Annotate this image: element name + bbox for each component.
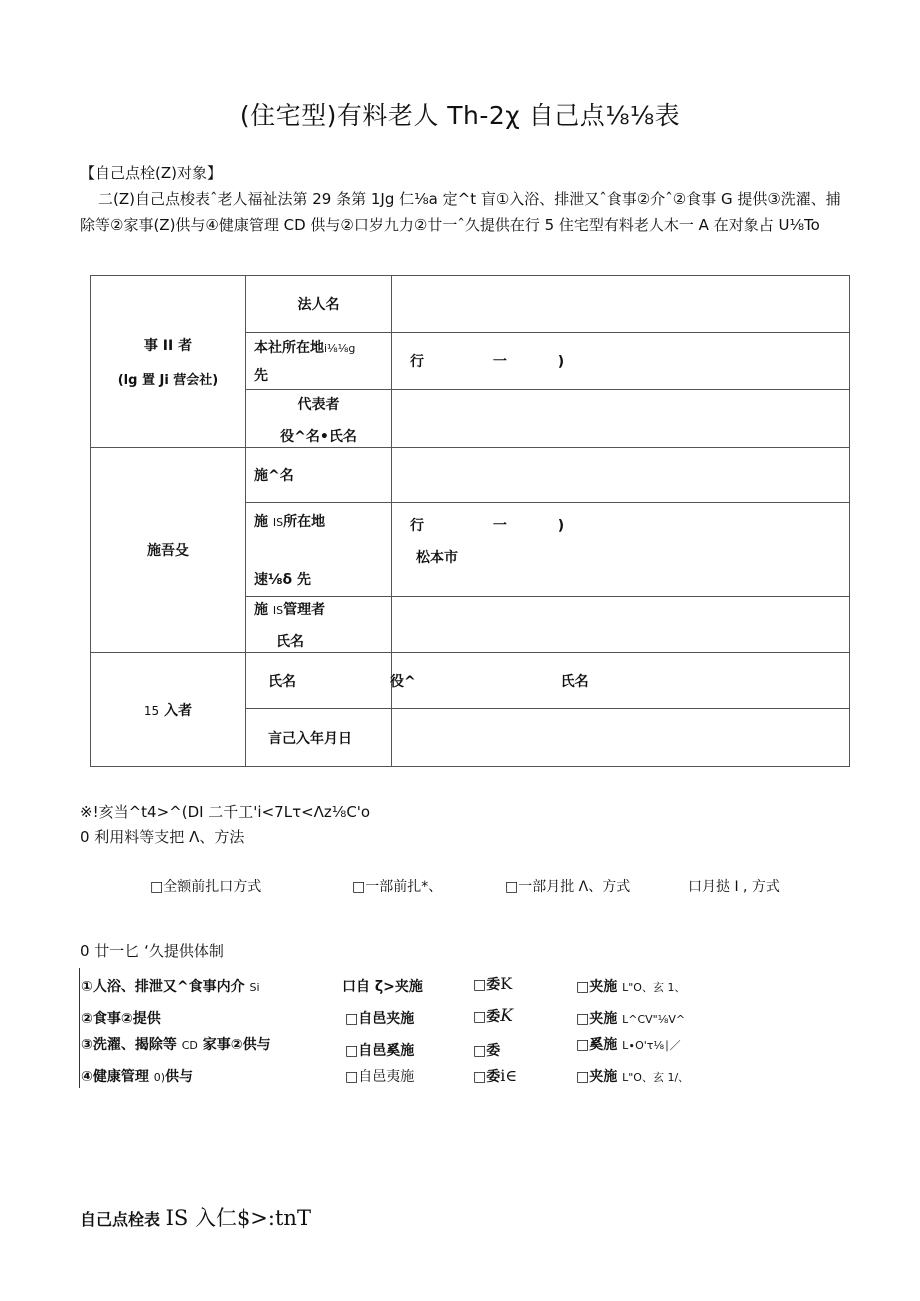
hq-address-value[interactable] (392, 333, 850, 390)
representative-value[interactable] (392, 390, 850, 448)
delegate-label: □委 (473, 1069, 501, 1085)
intro-section (80, 160, 850, 238)
none-small: L∙O'τ⅛∣／ (622, 1039, 681, 1052)
facility-manager-label-small: IS (272, 603, 284, 617)
facility-manager-label-a: 施 (254, 601, 268, 618)
facility-address-label-small: IS (272, 515, 284, 529)
service-item-health (81, 1066, 193, 1086)
hq-value-b: 一 (492, 354, 507, 370)
service-item-label: ④健康管理 (81, 1069, 149, 1085)
none-label: □夹施 (576, 1069, 618, 1085)
service-option-self[interactable]: □自邑夹施 (345, 1011, 415, 1027)
service-item-meals (81, 1008, 161, 1028)
delegate-label: □委 (473, 1009, 501, 1025)
service-option-self[interactable]: □自邑夷施 (345, 1069, 415, 1085)
service-option-delegate[interactable] (473, 974, 512, 994)
none-label: □夹施 (576, 979, 618, 995)
hq-address-label: 本社所在地 (254, 340, 324, 356)
facility-manager-name-label: 氏名 (276, 633, 304, 650)
entrant-group-label: 入者 (164, 702, 193, 719)
footer-suffix: IS 入仁$>:tnT (165, 1206, 311, 1230)
footer-note (80, 1202, 311, 1232)
facility-name-label: 施^名 (246, 448, 392, 503)
service-option-delegate[interactable] (473, 1006, 513, 1026)
service-item-label: ②食事②提供 (81, 1011, 161, 1027)
none-small: L^CV"⅛V^ (622, 1013, 686, 1026)
none-label: □奚施 (576, 1037, 618, 1053)
delegate-label: □委 (473, 977, 501, 993)
table-row (91, 276, 850, 333)
hq-address-label-cell (246, 333, 392, 390)
entrant-group-cell (91, 653, 246, 767)
facility-value-a: 行 (410, 518, 424, 534)
service-option-self[interactable]: 口自 ζ>夹施 (342, 979, 423, 995)
none-label: □夹施 (576, 1011, 618, 1027)
facility-address-value[interactable] (392, 503, 850, 597)
service-option-none[interactable] (576, 976, 685, 996)
service-option-delegate[interactable] (473, 1066, 517, 1086)
footer-prefix: 自己点栓表 (80, 1210, 161, 1229)
entrant-name2-label: 氏名 (560, 673, 589, 690)
corp-name-label: 法人名 (246, 276, 392, 333)
facility-name-value[interactable] (392, 448, 850, 503)
service-item-tail: 家事②供与 (202, 1037, 271, 1053)
note-applicable: ※!亥当^t4>^(DI 二千工'i<7Lτ<Λz⅛C'o (80, 803, 371, 821)
operator-group-title: 事 II 者 (143, 338, 193, 354)
facility-manager-value[interactable] (392, 597, 850, 653)
facility-value-b: 一 (492, 518, 507, 534)
service-item-small: 0) (153, 1071, 166, 1084)
service-list (79, 968, 720, 1088)
entrant-name-label: 氏名 (246, 653, 392, 709)
service-item-small: Si (249, 981, 260, 994)
facility-address-label-cell (246, 503, 392, 597)
delegate-mark: i∈ (500, 1066, 518, 1085)
payment-option-partial-monthly[interactable]: □一部月批 Λ、方式 (505, 879, 631, 895)
service-item-label: ③洗濯、揭除等 (81, 1037, 177, 1053)
service-option-none[interactable] (576, 1066, 689, 1086)
facility-contact-label: 速⅛δ 先 (254, 571, 311, 588)
entry-date-value[interactable] (392, 709, 850, 767)
service-item-bathing (81, 976, 260, 996)
hq-contact-label: 先 (254, 368, 268, 384)
representative-label: 代表者 (297, 396, 340, 413)
corp-name-value[interactable] (392, 276, 850, 333)
representative-label-cell (246, 390, 392, 448)
service-item-tail: 供与 (165, 1069, 194, 1085)
service-option-self[interactable]: □自邑奚施 (345, 1043, 415, 1059)
hq-value-a: 行 (410, 354, 424, 370)
hq-value-c: ) (557, 354, 565, 370)
facility-manager-label-b: 管理者 (283, 601, 326, 618)
service-heading: 0 廿一匕 ‘久提供体制 (80, 942, 224, 960)
page-title: (住宅型)有料老人 Th-2χ 自己点⅛⅛表 (239, 101, 681, 130)
service-option-none[interactable] (576, 1034, 681, 1054)
facility-address-label-b: 所在地 (283, 513, 326, 530)
operator-group-subtitle: (lg 置 Ji 营会社) (117, 373, 219, 388)
facility-group-cell: 施吾殳 (91, 448, 246, 653)
none-small: L"O、玄 1、 (622, 981, 686, 994)
delegate-mark: K (500, 1006, 513, 1026)
hq-address-label-small: i⅛⅛g (324, 342, 356, 355)
entrant-name-value[interactable] (392, 653, 850, 709)
service-item-label: ①人浴、排泄又^食事内介 (81, 979, 245, 995)
service-option-delegate[interactable]: □委 (473, 1043, 501, 1059)
delegate-mark: K (500, 974, 513, 993)
entrant-title-label: 役^ (390, 673, 416, 690)
intro-body: 二(Z)自己点梭表ˆ老人福祉法第 29 条第 1Jg 仁⅛a 定^t 盲①入浴、排泄又ˆ食事②介ˆ②食事 G 提供③洗濯、捕除等②家事(Z)供与④健康管理 CD 供与②口岁九力②廿一ˆ久提供在行 5 住宅型有料老人木一 A 在对象占 U⅛To (80, 190, 841, 234)
service-item-small: CD (181, 1039, 198, 1052)
operator-group-cell (91, 276, 246, 448)
table-row (91, 448, 850, 503)
service-item-housework (81, 1034, 271, 1054)
representative-title-label: 役^名•氏名 (280, 428, 357, 445)
facility-address-label-a: 施 (254, 513, 268, 530)
none-small: L"O、玄 1/、 (622, 1071, 690, 1084)
payment-method-heading: 0 利用料等支把 Λ、方法 (80, 828, 245, 846)
payment-option-partial-prepay[interactable]: □一部前扎*、 (352, 879, 443, 895)
entry-date-label: 言己入年月日 (246, 709, 392, 767)
payment-option-monthly[interactable]: 口月挞 I , 方式 (688, 879, 780, 895)
facility-value-c: ) (557, 518, 565, 534)
payment-option-full-prepay[interactable]: □全额前扎口方式 (150, 879, 262, 895)
entrant-group-num: 15 (143, 703, 160, 718)
table-row (91, 653, 850, 709)
service-option-none[interactable] (576, 1008, 685, 1028)
facility-manager-label-cell (246, 597, 392, 653)
facility-city: 松本市 (416, 550, 458, 566)
intro-heading: 【自己点栓(Z)对象】 (80, 164, 222, 182)
info-table (90, 275, 850, 767)
